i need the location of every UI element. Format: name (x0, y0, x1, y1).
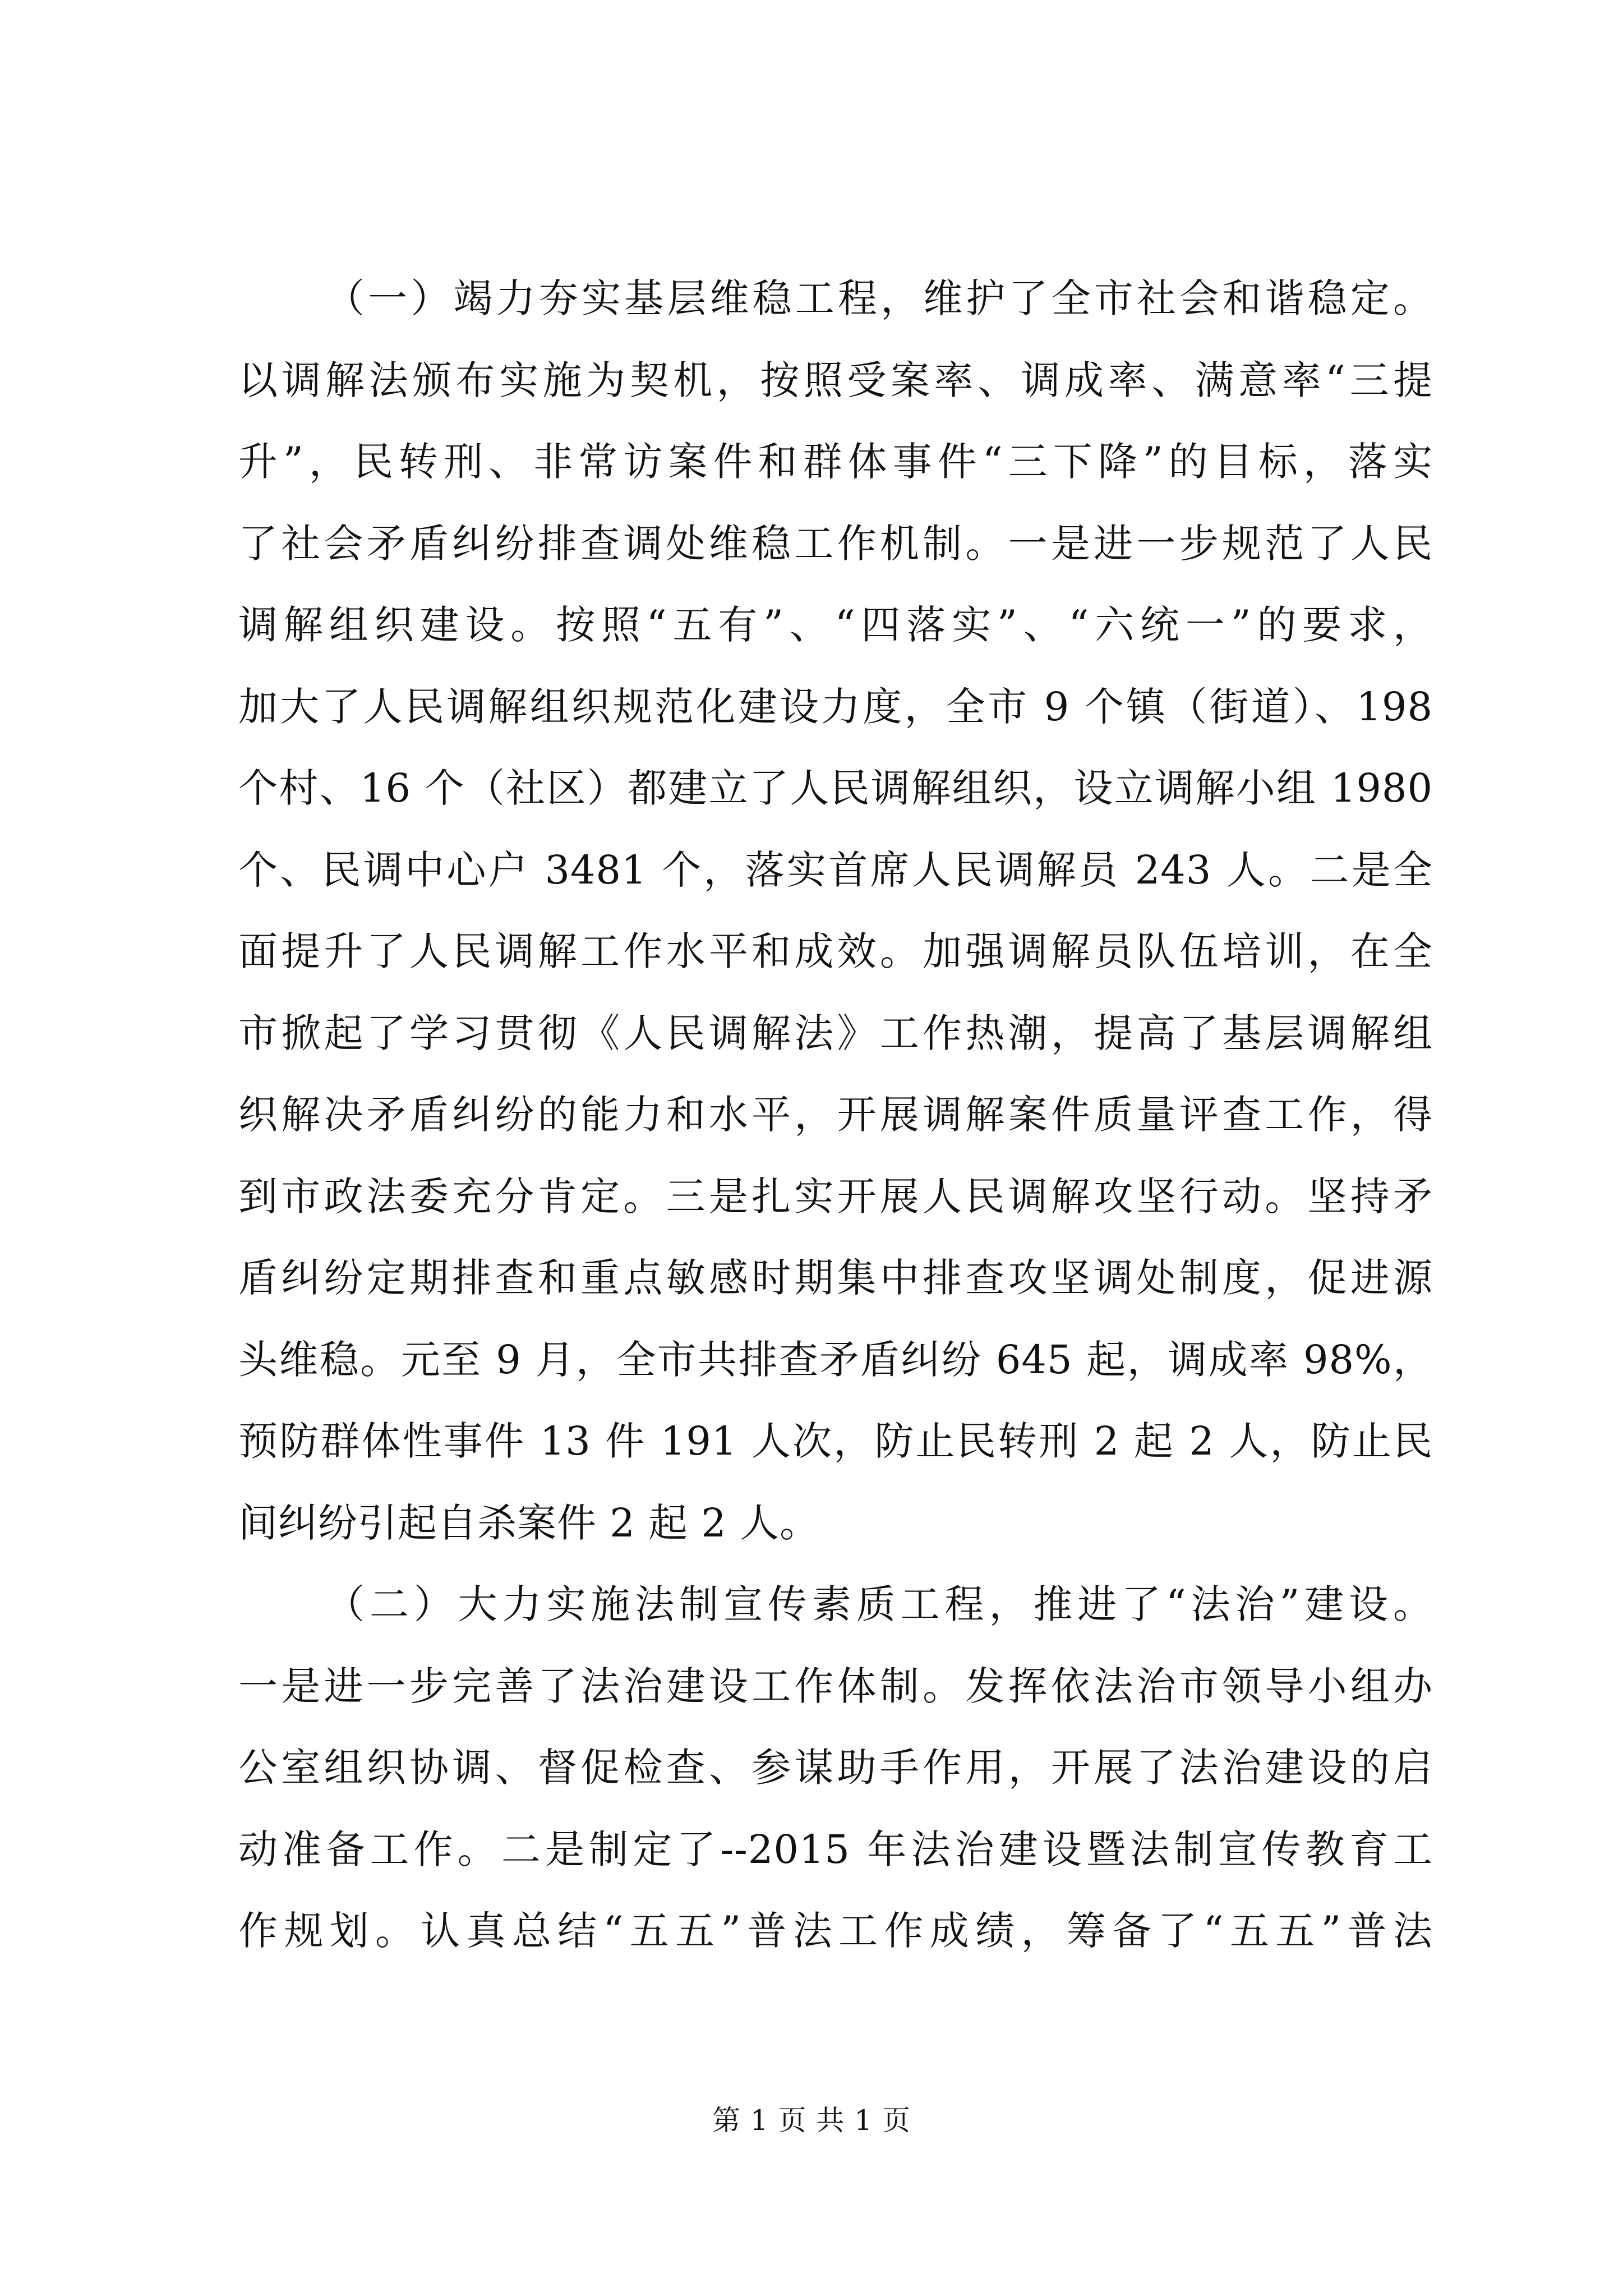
paragraph-1-line-8: 个、民调中心户 3481 个，落实首席人民调解员 243 人。二是全 (238, 846, 1433, 893)
paragraph-2-line-1: （二）大力实施法制宣传素质工程，推进了“法治”建设。 (325, 1581, 1433, 1627)
paragraph-1-line-3: 升”，民转刑、非常访案件和群体事件“三下降”的目标，落实 (238, 439, 1433, 485)
paragraph-1-line-12: 到市政法委充分肯定。三是扎实开展人民调解攻坚行动。坚持矛 (238, 1173, 1433, 1220)
paragraph-2-line-3: 公室组织协调、督促检查、参谋助手作用，开展了法治建设的启 (238, 1745, 1433, 1791)
paragraph-1-line-1: （一）竭力夯实基层维稳工程，维护了全市社会和谐稳定。 (325, 275, 1433, 321)
paragraph-1-line-10: 市掀起了学习贯彻《人民调解法》工作热潮，提高了基层调解组 (238, 1010, 1433, 1056)
paragraph-2-line-2: 一是进一步完善了法治建设工作体制。发挥依法治市领导小组办 (238, 1663, 1433, 1709)
paragraph-1-line-4: 了社会矛盾纠纷排查调处维稳工作机制。一是进一步规范了人民 (238, 520, 1433, 567)
paragraph-1-line-11: 织解决矛盾纠纷的能力和水平，开展调解案件质量评查工作，得 (238, 1092, 1433, 1138)
paragraph-1-line-7: 个村、16 个（社区）都建立了人民调解组织，设立调解小组 1980 (238, 765, 1433, 811)
paragraph-2-line-4: 动准备工作。二是制定了--2015 年法治建设暨法制宣传教育工 (238, 1826, 1433, 1872)
paragraph-1-line-16: 间纠纷引起自杀案件 2 起 2 人。 (238, 1499, 820, 1546)
paragraph-1-line-5: 调解组织建设。按照“五有”、“四落实”、“六统一”的要求， (238, 602, 1433, 648)
page-footer: 第 1 页 共 1 页 (712, 2104, 911, 2137)
document-body (238, 258, 1433, 1972)
paragraph-1-line-13: 盾纠纷定期排查和重点敏感时期集中排查攻坚调处制度，促进源 (238, 1255, 1433, 1301)
paragraph-1-line-14: 头维稳。元至 9 月，全市共排查矛盾纠纷 645 起，调成率 98%， (238, 1336, 1433, 1383)
paragraph-2-line-5: 作规划。认真总结“五五”普法工作成绩，筹备了“五五”普法 (238, 1908, 1433, 1954)
paragraph-1-line-6: 加大了人民调解组织规范化建设力度，全市 9 个镇（街道）、198 (238, 683, 1433, 730)
paragraph-1-line-2: 以调解法颁布实施为契机，按照受案率、调成率、满意率“三提 (238, 357, 1433, 403)
paragraph-1-line-15: 预防群体性事件 13 件 191 人次，防止民转刑 2 起 2 人，防止民 (238, 1418, 1433, 1464)
paragraph-1-line-9: 面提升了人民调解工作水平和成效。加强调解员队伍培训，在全 (238, 928, 1433, 974)
